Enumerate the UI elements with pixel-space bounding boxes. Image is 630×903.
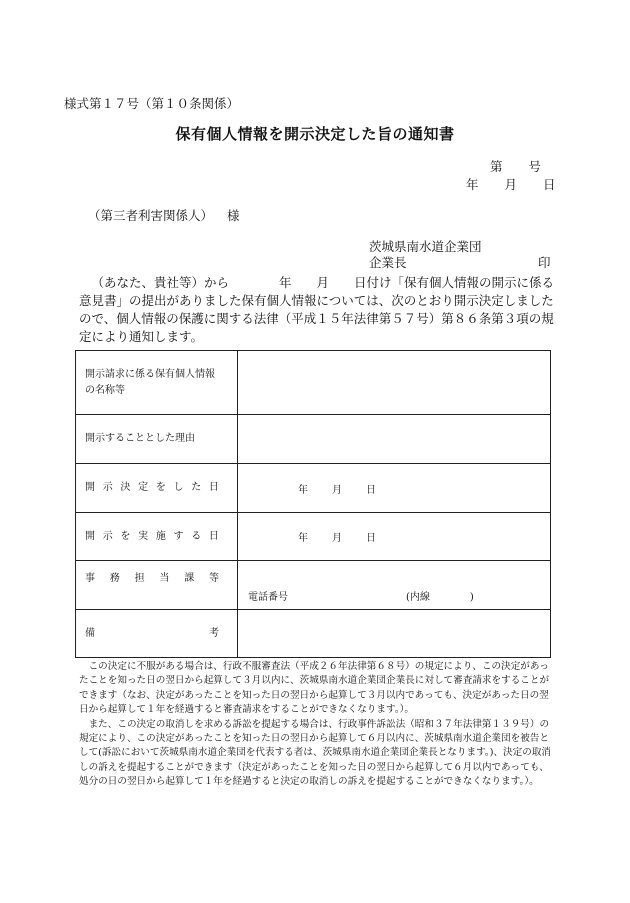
issue-date-year: 年	[466, 177, 479, 192]
label-char: を	[120, 530, 131, 542]
table-row	[76, 464, 551, 513]
row-label-info-name-text: 開示請求に係る保有個人情報の名称等	[85, 368, 215, 396]
row-value-remarks	[238, 610, 551, 658]
row-label-implementation-date	[76, 513, 238, 561]
label-char: 日	[208, 482, 219, 493]
label-char: 定	[138, 482, 149, 493]
addressee	[88, 206, 240, 224]
notes-paragraph-appeal: この決定に不服がある場合は、行政不服審査法（平成２６年法律第６８号）の規定により、この決定があったことを知った日の翌日から起算して３月以内に、茨城県南水道企業団企業長に対して審査請求をすることができます（なお、決定があったことを知った日の翌日から起算して３月以内であっても、決定があった日の翌日から起算して１年を経過すると審査請求をすることができなくなります。）。	[79, 661, 550, 716]
body-paragraph	[79, 274, 557, 346]
document-number-go: 号	[528, 159, 542, 174]
seal-mark: 印	[538, 255, 551, 270]
label-char: 備	[85, 627, 95, 639]
body-paragraph-text: （あなた、貴社等）から 年 月 日付け「保有個人情報の開示に係る意見書」の提出がありました保有個人情報については、次のとおり開示決定しましたので、個人情報の保護に関する法律（平成１５年法律第５７号）第８６条第３項の規定により通知します。	[79, 275, 555, 344]
phone-label: 電話番号	[248, 591, 288, 603]
table-row	[76, 513, 551, 561]
label-char: 当	[159, 573, 170, 584]
label-char: 決	[120, 482, 131, 493]
label-char: 施	[155, 530, 166, 542]
row-label-reason	[76, 415, 238, 464]
page-title: 保有個人情報を開示決定した旨の通知書	[175, 125, 455, 143]
label-char: 開	[85, 530, 95, 542]
disclosure-table	[75, 350, 551, 658]
implementation-day: 日	[366, 533, 376, 544]
label-char: 考	[209, 627, 219, 639]
row-label-decision-date	[76, 464, 238, 513]
label-char: 開	[85, 482, 95, 493]
table-row	[76, 351, 551, 415]
document-number-dai: 第	[490, 159, 503, 174]
issue-date	[466, 175, 556, 193]
table-row	[76, 415, 551, 464]
row-label-department	[76, 561, 238, 610]
label-char: た	[191, 482, 202, 493]
label-char: す	[173, 530, 184, 542]
row-value-reason	[238, 415, 551, 464]
label-char: を	[155, 482, 166, 493]
addressee-honorific: 様	[227, 208, 240, 223]
row-label-info-name	[76, 351, 238, 415]
table-row	[76, 561, 551, 610]
notes-paragraph-lawsuit: また、この決定の取消しを求める訴訟を提起する場合は、行政事件訴訟法（昭和３７年法律第１３９号）の規定により、この決定があったことを知った日の翌日から起算して６月以内に、茨城県南水道企業団を被告として(訴訟において茨城県南水道企業団を代表する者は、茨城県南水道企業団企業長となります。)、決定の取消しの訴えを提起することができます（決定があったことを知った日の翌日から起算して６月以内であっても、処分の日の翌日から起算して１年を経過すると決定の取消しの訴えを提起することができなくなります。）。	[79, 718, 552, 788]
label-char: 事	[85, 573, 95, 584]
document-number	[490, 157, 541, 175]
decision-month: 月	[332, 484, 342, 496]
implementation-year: 年	[298, 533, 308, 544]
implementation-month: 月	[332, 533, 342, 544]
notes-section	[79, 660, 555, 790]
label-char: 担	[134, 573, 145, 584]
label-char: 等	[208, 573, 219, 584]
decision-year: 年	[298, 484, 308, 496]
row-label-reason-text: 開示することとした理由	[85, 433, 195, 444]
row-value-implementation-date	[238, 513, 551, 561]
table-row	[76, 610, 551, 658]
sender-organization: 茨城県南水道企業団	[369, 239, 482, 254]
row-value-info-name	[238, 351, 551, 415]
row-label-remarks	[76, 610, 238, 658]
label-char: 課	[184, 573, 195, 584]
label-char: 日	[208, 530, 219, 542]
row-value-decision-date	[238, 464, 551, 513]
issue-date-month: 月	[504, 177, 518, 192]
row-value-department	[238, 561, 551, 610]
label-char: し	[173, 482, 184, 493]
label-char: 実	[138, 530, 149, 542]
form-number: 様式第１７号（第１０条関係）	[64, 96, 240, 111]
label-char: る	[191, 530, 202, 542]
label-char: 務	[109, 573, 120, 584]
addressee-name: （第三者利害関係人）	[88, 208, 214, 223]
decision-day: 日	[366, 484, 376, 496]
label-char: 示	[102, 482, 113, 493]
sender-title: 企業長	[369, 255, 407, 270]
label-char: 示	[102, 530, 113, 542]
issue-date-day: 日	[543, 177, 556, 192]
extension-label: (内線 )	[406, 591, 474, 603]
